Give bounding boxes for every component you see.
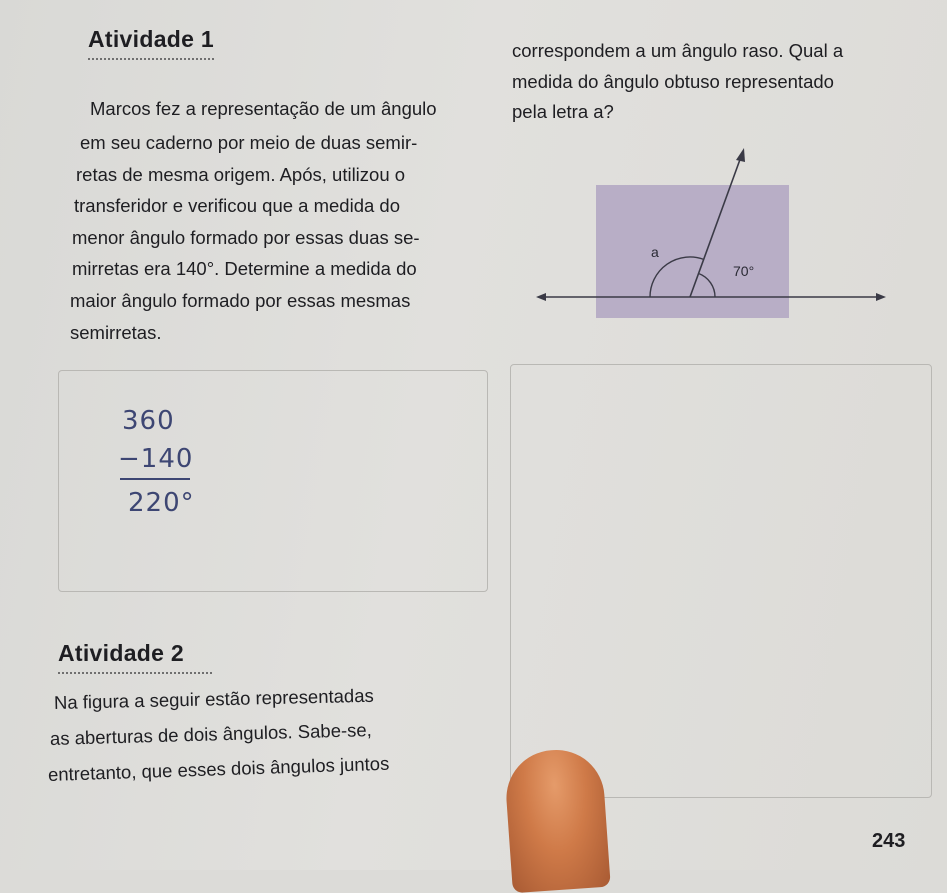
angle-70-label: 70° <box>733 263 755 279</box>
right-arrow-icon <box>876 293 886 301</box>
slanted-arrow-icon <box>736 148 745 162</box>
angle-a-label: a <box>651 244 659 260</box>
activity-2-line: entretanto, que esses dois ângulos juntos <box>47 752 390 785</box>
activity-1-line: retas de mesma origem. Após, utilizou o <box>76 164 406 185</box>
activity-1-heading: Atividade 1 <box>88 26 215 52</box>
activity-1-answer-box[interactable] <box>58 370 488 592</box>
left-arrow-icon <box>536 293 546 301</box>
figure-background <box>596 185 789 318</box>
right-column-line: pela letra a? <box>512 101 614 122</box>
handwritten-line: −140 <box>118 444 194 474</box>
page-number: 243 <box>872 830 906 852</box>
handwritten-line: 360 <box>122 406 175 436</box>
angle-figure <box>530 140 900 330</box>
activity-2-line: Na figura a seguir estão representadas <box>53 684 374 713</box>
activity-2-line: as aberturas de dois ângulos. Sabe-se, <box>49 719 373 749</box>
finger-photo-element <box>503 747 611 893</box>
activity-1-line: maior ângulo formado por essas mesmas <box>70 290 411 311</box>
activity-1-line: menor ângulo formado por essas duas se- <box>72 227 420 248</box>
right-column-line: medida do ângulo obtuso representado <box>512 71 834 92</box>
activity-1-line: transferidor e verificou que a medida do <box>74 195 400 216</box>
activity-2-heading: Atividade 2 <box>58 640 185 666</box>
activity-1-line: Marcos fez a representação de um ângulo <box>90 98 437 119</box>
activity-1-line: semirretas. <box>70 322 162 343</box>
activity-2-heading-underline <box>58 672 212 674</box>
activity-1-heading-underline <box>88 58 214 60</box>
activity-1-line: em seu caderno por meio de duas semir- <box>80 132 418 153</box>
right-column-line: correspondem a um ângulo raso. Qual a <box>512 40 844 61</box>
handwritten-line: 220° <box>128 488 195 518</box>
activity-2-answer-box[interactable] <box>510 364 932 798</box>
activity-1-line: mirretas era 140°. Determine a medida do <box>72 258 417 279</box>
handwritten-sum-line <box>120 478 190 480</box>
